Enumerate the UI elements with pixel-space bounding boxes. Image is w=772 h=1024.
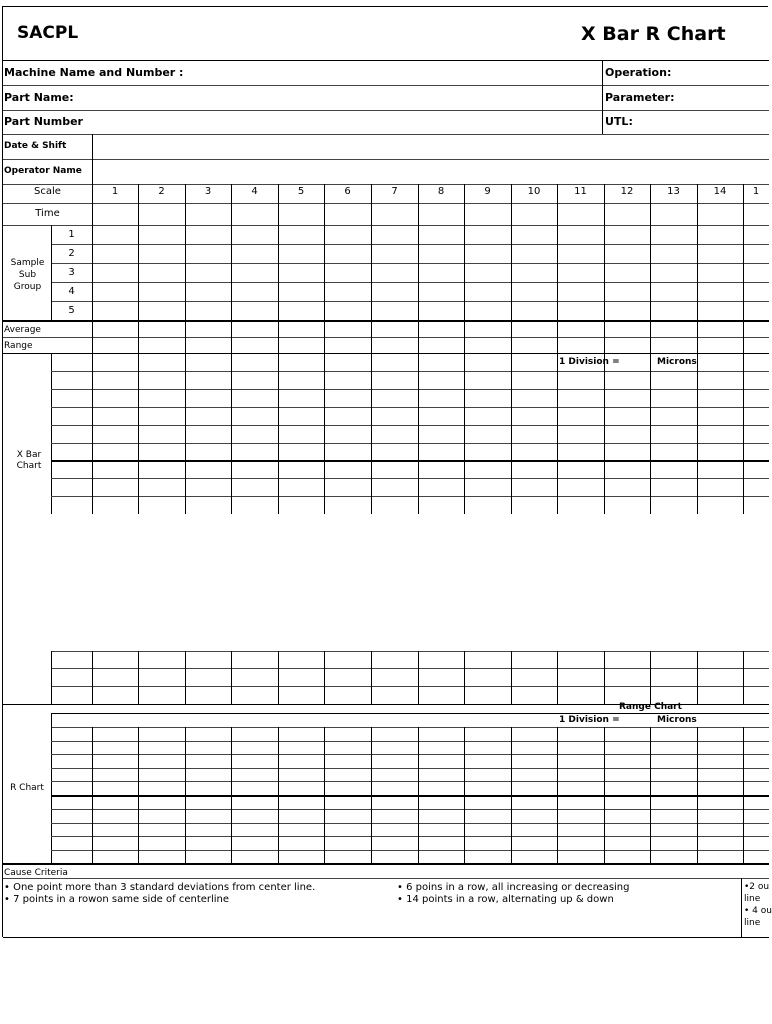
chart-title: X Bar R Chart <box>581 23 726 45</box>
column-line <box>557 727 558 863</box>
info-row-line <box>3 159 769 160</box>
info-row-line <box>3 85 769 86</box>
xbar-label-divider <box>51 651 52 704</box>
xbar-unit-label: Microns <box>657 357 697 367</box>
column-line <box>511 651 512 704</box>
range-grid-line <box>51 754 769 755</box>
data-row-line <box>3 337 769 338</box>
info-column-divider <box>602 60 603 134</box>
column-line <box>278 651 279 704</box>
column-line <box>511 184 512 514</box>
time-label: Time <box>35 208 60 219</box>
scale-column-number: 11 <box>574 186 587 197</box>
data-row-line <box>51 263 769 264</box>
data-row-line <box>51 244 769 245</box>
criteria-col2-line1: • 6 poins in a row, all increasing or decreasing <box>397 882 630 893</box>
column-line <box>92 651 93 704</box>
column-line <box>511 727 512 863</box>
xbar-chart-label: X Bar Chart <box>16 450 42 471</box>
column-line <box>92 727 93 863</box>
column-line <box>604 184 605 514</box>
column-line <box>418 184 419 514</box>
column-line <box>464 727 465 863</box>
column-line <box>650 727 651 863</box>
scale-label: Scale <box>34 186 61 197</box>
range-grid-line <box>51 727 769 728</box>
operator-label: Operator Name <box>4 166 82 176</box>
column-line <box>418 651 419 704</box>
column-line <box>743 184 744 514</box>
scale-column-number: 4 <box>251 186 258 197</box>
info-column-divider <box>92 134 93 184</box>
column-line <box>557 651 558 704</box>
sample-number: 5 <box>68 305 75 316</box>
column-line <box>418 727 419 863</box>
range-center-line <box>51 796 769 797</box>
scale-column-number: 2 <box>158 186 165 197</box>
range-chart-title: Range Chart <box>619 702 682 712</box>
xbar-grid-line <box>51 668 769 669</box>
column-line <box>185 184 186 514</box>
column-line <box>138 727 139 863</box>
criteria-col1-line2: • 7 points in a rowon same side of centerline <box>4 894 230 905</box>
column-line <box>371 727 372 863</box>
range-grid-line <box>51 836 769 837</box>
criteria-col3-line3: • 4 ou <box>744 906 772 916</box>
r-chart-label: R Chart <box>10 783 44 793</box>
range-grid-line <box>51 781 769 782</box>
sample-number: 4 <box>68 286 75 297</box>
utl-label: UTL: <box>605 115 633 128</box>
sample-subgroup-label: Sample Sub Group <box>10 258 45 292</box>
control-chart-sheet <box>2 6 772 937</box>
scale-column-number: 9 <box>484 186 491 197</box>
criteria-col3-line4: line <box>744 918 761 928</box>
average-label: Average <box>4 325 41 335</box>
scale-column-number: 8 <box>437 186 445 197</box>
column-line <box>743 727 744 863</box>
column-line <box>92 184 93 514</box>
column-line <box>138 184 139 514</box>
column-line <box>324 651 325 704</box>
header-divider <box>3 60 769 61</box>
xbar-grid-line <box>51 443 769 444</box>
column-line <box>650 651 651 704</box>
xbar-grid-line <box>51 371 769 372</box>
sample-number: 3 <box>68 267 75 278</box>
range-grid-line <box>51 823 769 824</box>
xbar-grid-line <box>51 425 769 426</box>
criteria-column-divider <box>741 878 742 937</box>
range-title-line <box>51 713 769 714</box>
criteria-col1-line1: • One point more than 3 standard deviations from center line. <box>4 882 316 893</box>
part-number-label: Part Number <box>4 115 83 128</box>
column-line <box>231 184 232 514</box>
criteria-col3-line1: •2 ou <box>744 882 770 892</box>
operation-label: Operation: <box>605 66 672 79</box>
column-line <box>697 651 698 704</box>
column-line <box>278 184 279 514</box>
scale-column-number: 10 <box>527 186 541 197</box>
scale-column-number: 1 <box>752 186 760 197</box>
scale-column-number: 12 <box>620 186 634 197</box>
range-label: Range <box>4 341 33 351</box>
xbar-grid-line <box>51 407 769 408</box>
column-line <box>278 727 279 863</box>
column-line <box>464 651 465 704</box>
date-shift-label: Date & Shift <box>4 141 67 151</box>
column-line <box>697 727 698 863</box>
range-grid-line <box>51 850 769 851</box>
data-row-line <box>3 203 769 204</box>
range-grid-line <box>51 768 769 769</box>
column-line <box>185 651 186 704</box>
column-line <box>371 651 372 704</box>
xbar-center-line <box>51 461 769 462</box>
criteria-col2-line2: • 14 points in a row, alternating up & down <box>397 894 614 905</box>
column-line <box>324 727 325 863</box>
criteria-bottom-line <box>3 937 769 938</box>
column-line <box>371 184 372 514</box>
xbar-label-divider <box>51 353 52 514</box>
range-label-divider <box>51 713 52 863</box>
column-line <box>604 651 605 704</box>
sample-number: 1 <box>68 229 75 240</box>
column-line <box>324 184 325 514</box>
scale-column-number: 5 <box>297 186 305 197</box>
range-grid-line <box>51 809 769 810</box>
column-line <box>557 184 558 514</box>
xbar-grid-line <box>51 686 769 687</box>
data-row-line <box>51 301 769 302</box>
column-line <box>231 651 232 704</box>
parameter-label: Parameter: <box>605 91 675 104</box>
xbar-grid-line <box>51 478 769 479</box>
info-row-line <box>3 134 769 135</box>
sample-number: 2 <box>68 248 75 259</box>
cause-criteria-title: Cause Criteria <box>4 868 68 878</box>
column-line <box>650 184 651 514</box>
company-name: SACPL <box>17 23 79 43</box>
xbar-grid-line <box>51 651 769 652</box>
column-line <box>464 184 465 514</box>
data-row-line <box>3 353 769 354</box>
column-line <box>185 727 186 863</box>
xbar-grid-line <box>51 496 769 497</box>
scale-column-number: 14 <box>713 186 727 197</box>
scale-column-number: 1 <box>111 186 119 197</box>
scale-column-number: 6 <box>344 186 351 197</box>
criteria-col3-line2: line <box>744 894 761 904</box>
machine-label: Machine Name and Number : <box>4 66 184 79</box>
data-row-line <box>3 225 769 226</box>
scale-column-number: 13 <box>667 186 680 197</box>
column-line <box>138 651 139 704</box>
scale-column-number: 3 <box>204 186 212 197</box>
scale-column-number: 7 <box>391 186 398 197</box>
data-row-line <box>51 282 769 283</box>
range-unit-label: Microns <box>657 715 697 725</box>
info-row-line <box>3 110 769 111</box>
column-line <box>743 651 744 704</box>
column-line <box>697 184 698 514</box>
range-grid-line <box>51 741 769 742</box>
data-row-line <box>3 321 769 322</box>
range-bottom-line <box>3 864 769 865</box>
range-division-label: 1 Division = <box>559 715 620 725</box>
info-row-line <box>3 184 769 185</box>
xbar-grid-line <box>51 389 769 390</box>
column-line <box>604 727 605 863</box>
criteria-line <box>3 878 769 879</box>
xbar-division-label: 1 Division = <box>559 357 620 367</box>
part-name-label: Part Name: <box>4 91 74 104</box>
xbar-bottom-line <box>3 704 769 705</box>
column-line <box>231 727 232 863</box>
